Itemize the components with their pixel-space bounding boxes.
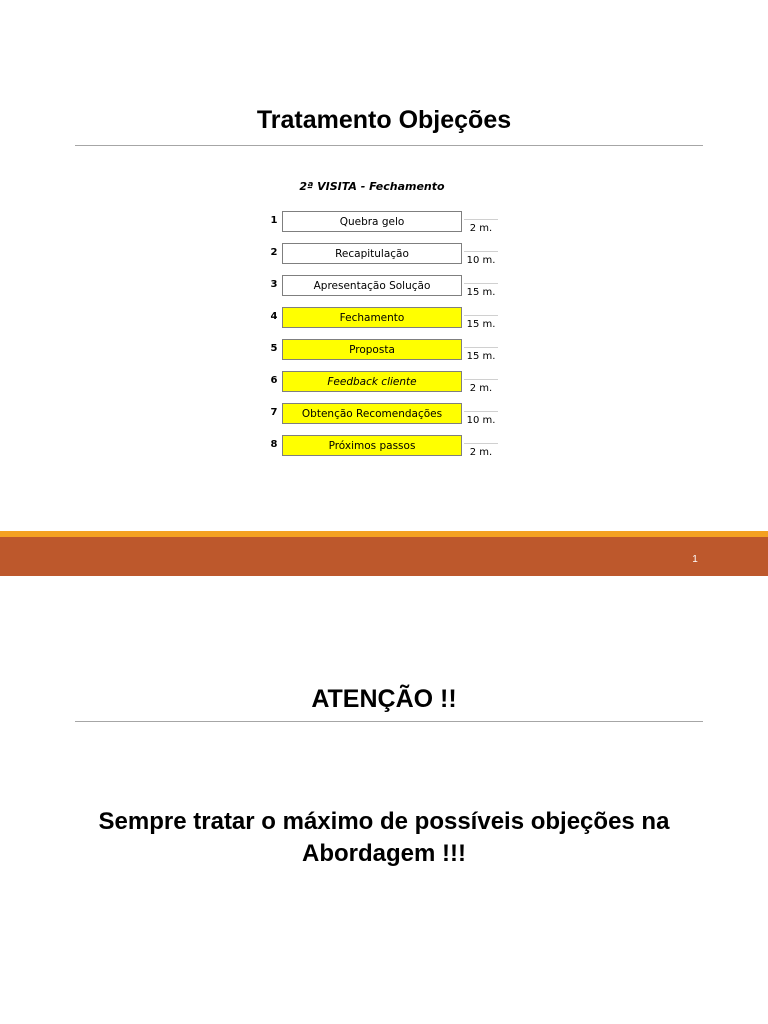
agenda-item-number: 7 xyxy=(270,407,278,418)
agenda-item xyxy=(268,402,500,434)
agenda-item xyxy=(268,274,500,306)
agenda-item-duration: 10 m. xyxy=(464,411,498,427)
page-number: 1 xyxy=(692,554,698,565)
agenda-list xyxy=(268,210,500,466)
agenda-item-label: Proposta xyxy=(282,339,462,360)
agenda-item-label: Apresentação Solução xyxy=(282,275,462,296)
agenda-item-number: 1 xyxy=(270,215,278,226)
agenda-item-duration: 2 m. xyxy=(464,379,498,395)
agenda-item xyxy=(268,434,500,466)
agenda-item xyxy=(268,338,500,370)
agenda-item-number: 8 xyxy=(270,439,278,450)
agenda-item xyxy=(268,210,500,242)
attention-message: Sempre tratar o máximo de possíveis objeções na Abordagem !!! xyxy=(98,808,670,867)
title-divider xyxy=(75,721,703,722)
agenda-item-number: 4 xyxy=(270,311,278,322)
agenda-item-duration: 2 m. xyxy=(464,219,498,235)
slide-1-title: Tratamento Objeções xyxy=(256,106,512,134)
agenda-item-number: 6 xyxy=(270,375,278,386)
agenda-item-duration: 15 m. xyxy=(464,315,498,331)
agenda-item-duration: 10 m. xyxy=(464,251,498,267)
agenda-item xyxy=(268,370,500,402)
agenda-item-number: 3 xyxy=(270,279,278,290)
agenda-item-duration: 15 m. xyxy=(464,283,498,299)
title-divider xyxy=(75,145,703,146)
agenda-item xyxy=(268,242,500,274)
agenda-item-label: Quebra gelo xyxy=(282,211,462,232)
agenda-item-label: Fechamento xyxy=(282,307,462,328)
agenda-item-duration: 15 m. xyxy=(464,347,498,363)
agenda-item-number: 2 xyxy=(270,247,278,258)
agenda-item-duration: 2 m. xyxy=(464,443,498,459)
agenda-heading: 2ª VISITA - Fechamento xyxy=(299,180,445,193)
slide-2-title: ATENÇÃO !! xyxy=(311,685,457,713)
agenda-item-label: Recapitulação xyxy=(282,243,462,264)
footer-band xyxy=(0,537,768,576)
agenda-item-label: Feedback cliente xyxy=(282,371,462,392)
agenda-item-label: Obtenção Recomendações xyxy=(282,403,462,424)
agenda-item xyxy=(268,306,500,338)
agenda-item-number: 5 xyxy=(270,343,278,354)
agenda-item-label: Próximos passos xyxy=(282,435,462,456)
